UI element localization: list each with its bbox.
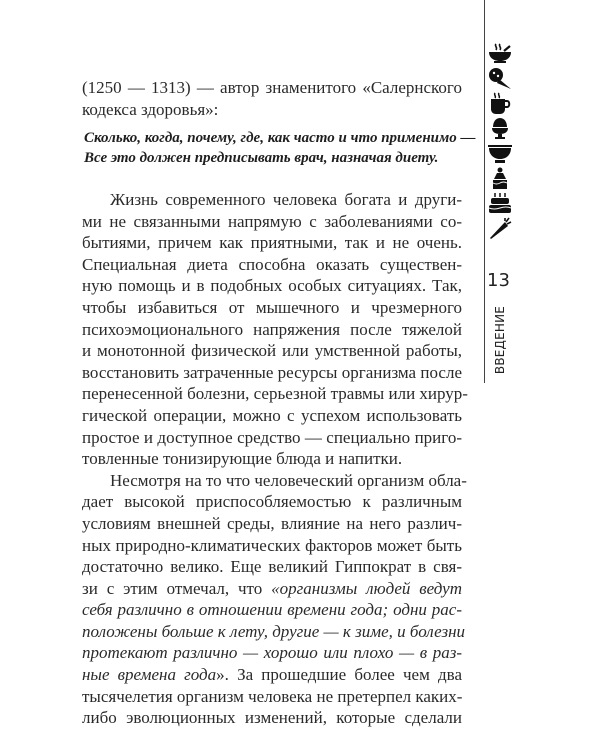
text-line — [82, 362, 462, 384]
text-line — [82, 405, 462, 427]
text-line — [82, 535, 462, 557]
text: гической операции, можно с успехом использовать — [82, 405, 462, 425]
text: ную помощь и в подобных особых ситуациях. Так, — [82, 276, 462, 296]
text: бытиями, причем как приятными, так и не очень. — [82, 233, 462, 253]
bowl-icon — [487, 142, 513, 165]
text-line — [82, 599, 462, 621]
text: ». За прошедшие более чем два — [216, 665, 462, 685]
text-line — [82, 642, 462, 664]
epigraph-quote — [84, 128, 476, 168]
text: Жизнь современного человека богата и други- — [110, 190, 462, 209]
text: ных природно-климатических факторов может быть — [82, 535, 462, 555]
section-title-text: ВВЕДЕНИЕ — [493, 305, 507, 375]
text-line — [82, 99, 462, 121]
text-line — [82, 77, 462, 99]
text-line — [82, 383, 468, 405]
text-line — [82, 189, 462, 211]
italic-text: «организмы людей ведут — [271, 578, 462, 598]
layer-cake-icon — [487, 192, 513, 215]
text-line — [82, 470, 467, 492]
italic-text: положены больше к лету, другие — к зиме, и болезни — [82, 621, 466, 641]
ice-cream-icon — [487, 67, 513, 90]
text-line — [82, 621, 466, 643]
text: и монотонной физической или умственной работы, — [82, 341, 462, 361]
text-line — [82, 319, 462, 341]
text: Несмотря на то что человеческий организм обла- — [110, 470, 467, 490]
text: чтобы избавиться от мышечного и чрезмерного — [82, 297, 462, 317]
text: либо эволюционных изменений, которые сделали — [82, 708, 462, 728]
text-line — [82, 707, 462, 729]
text: восстановить затраченные ресурсы организма после — [82, 362, 462, 382]
text-line — [82, 686, 462, 708]
margin-divider — [484, 0, 485, 383]
text-line — [82, 448, 462, 470]
page-number: 13 — [487, 270, 510, 291]
text-line — [82, 491, 462, 513]
soup-bowl-icon — [487, 42, 513, 65]
text: (1250 — 1313) — автор знаменитого «Салернского — [82, 78, 462, 97]
intro-text — [82, 77, 462, 120]
text: тысячелетия организм человека не претерпел каких- — [82, 686, 463, 706]
body-text — [82, 189, 468, 729]
quote-line: Сколько, когда, почему, где, как часто и что применимо — — [84, 130, 476, 146]
text: условиям внешней среды, влияние на него различ- — [82, 513, 462, 533]
egg-cup-icon — [487, 117, 513, 140]
quote-line: Все это должен предписывать врач, назначая диету. — [84, 150, 439, 166]
text-line — [82, 427, 462, 449]
cake-slice-icon — [487, 167, 513, 190]
text: кодекса здоровья»: — [82, 99, 219, 119]
text: ми не связанными напрямую с заболеваниями со- — [82, 211, 462, 231]
text: простое и доступное средство — специально приго- — [82, 427, 462, 447]
text-line — [82, 211, 462, 233]
text: перенесенной болезни, серьезной травмы или хирур- — [82, 384, 468, 404]
text-line — [82, 578, 462, 600]
text: достаточно велико. Еще великий Гиппократ в свя- — [82, 557, 462, 577]
text-line — [82, 556, 462, 578]
text-line — [82, 297, 462, 319]
italic-text: себя различно в отношении времени года; одни рас- — [82, 600, 462, 620]
section-title — [490, 302, 510, 378]
text-line — [82, 513, 462, 535]
text-line — [82, 254, 462, 276]
chapter-icons — [487, 42, 515, 242]
text: психоэмоционального напряжения после тяжелой — [82, 319, 462, 339]
carrot-icon — [487, 217, 513, 240]
text-line — [82, 340, 462, 362]
text: Специальная диета способна оказать существен- — [82, 254, 462, 274]
text: товленные тонизирующие блюда и напитки. — [82, 449, 403, 469]
text-line — [82, 664, 462, 686]
italic-text: ные времена года — [82, 665, 217, 685]
text-line — [82, 275, 462, 297]
hot-cup-icon — [487, 92, 513, 115]
text: дает высокой приспособляемостью к различным — [82, 492, 462, 512]
italic-text: протекают различно — хорошо или плохо — в раз- — [82, 643, 462, 663]
text: зи с этим отмечал, что — [82, 578, 272, 598]
text-line — [82, 232, 462, 254]
